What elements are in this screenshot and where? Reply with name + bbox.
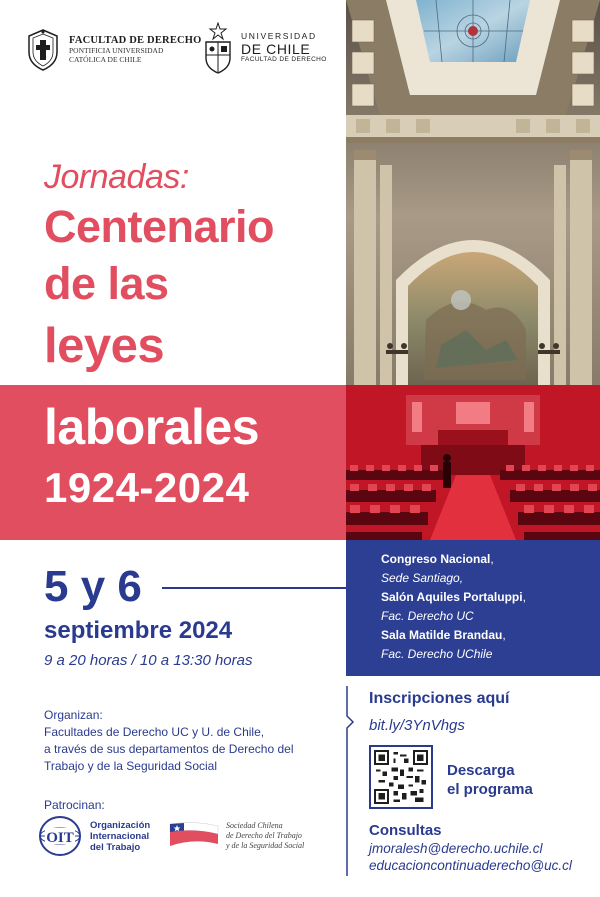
inscriptions-title: Inscripciones aquí bbox=[369, 690, 510, 707]
venue-detail: Sede Santiago, bbox=[381, 571, 464, 585]
qr-code-icon bbox=[374, 750, 428, 804]
oit-logo-letters: OIT bbox=[46, 830, 74, 846]
contacts-title: Consultas bbox=[369, 822, 442, 839]
oit-line-2: Internacional bbox=[90, 830, 150, 842]
organizers-line-2: a través de sus departamentos de Derecho del bbox=[44, 742, 294, 756]
date-connector-line bbox=[162, 587, 346, 589]
sponsors-label: Patrocinan: bbox=[44, 798, 105, 812]
download-line-1: Descarga bbox=[447, 762, 515, 779]
venue-name: Congreso Nacional bbox=[381, 552, 491, 566]
uc-university-line2: CATÓLICA DE CHILE bbox=[69, 55, 142, 65]
uc-faculty-name: FACULTAD DE DERECHO bbox=[69, 35, 202, 47]
venue-name-suffix: , bbox=[490, 552, 494, 566]
venues-panel bbox=[346, 540, 600, 676]
oit-line-3: del Trabajo bbox=[90, 841, 141, 853]
sociedad-chilena-logo bbox=[168, 820, 304, 852]
organizers-line-1: Facultades de Derecho UC y U. de Chile, bbox=[44, 725, 265, 739]
title-kicker: Jornadas: bbox=[44, 158, 189, 196]
venue-name: Salón Aquiles Portaluppi bbox=[381, 590, 523, 604]
program-qr-code[interactable] bbox=[369, 745, 433, 809]
sociedad-line-1: Sociedad Chilena bbox=[226, 821, 283, 830]
event-month: septiembre 2024 bbox=[44, 617, 233, 644]
contact-email-uchile[interactable]: jmoralesh@derecho.uchile.cl bbox=[369, 841, 543, 856]
venue-name: Sala Matilde Brandau bbox=[381, 628, 503, 642]
uc-seal-icon bbox=[25, 28, 61, 72]
uchile-law-logo bbox=[203, 22, 327, 74]
uc-law-logo bbox=[25, 28, 202, 72]
uchile-line-top: UNIVERSIDAD bbox=[241, 31, 317, 42]
event-days: 5 y 6 bbox=[44, 562, 142, 611]
contact-email-uc[interactable]: educacioncontinuaderecho@uc.cl bbox=[369, 858, 572, 873]
title-line-4: laborales bbox=[44, 399, 260, 455]
event-hours: 9 a 20 horas / 10 a 13:30 horas bbox=[44, 652, 253, 669]
venue-item bbox=[381, 626, 600, 664]
venue-name-suffix: , bbox=[502, 628, 506, 642]
chilean-flag-wave-icon bbox=[168, 820, 220, 852]
uc-university-line1: PONTIFICIA UNIVERSIDAD bbox=[69, 46, 164, 56]
venue-item bbox=[381, 550, 600, 588]
venue-detail: Fac. Derecho UC bbox=[381, 609, 474, 623]
sociedad-line-3: y de la Seguridad Social bbox=[226, 841, 305, 850]
organizers-line-3: Trabajo y de la Seguridad Social bbox=[44, 759, 217, 773]
title-line-2: de las bbox=[44, 258, 169, 309]
section-divider bbox=[346, 686, 356, 876]
uchile-line-bottom: FACULTAD DE DERECHO bbox=[241, 56, 327, 64]
venue-name-suffix: , bbox=[522, 590, 526, 604]
title-years: 1924-2024 bbox=[44, 464, 250, 511]
oit-globe-icon bbox=[36, 814, 84, 858]
organizers-text bbox=[44, 724, 334, 775]
title-line-3: leyes bbox=[44, 319, 165, 373]
uchile-shield-icon bbox=[203, 22, 233, 74]
download-program-label[interactable] bbox=[447, 761, 533, 799]
congress-hall-photo bbox=[346, 0, 600, 540]
organizers-label: Organizan: bbox=[44, 708, 103, 722]
sociedad-line-2: de Derecho del Trabajo bbox=[226, 831, 302, 840]
download-line-2: el programa bbox=[447, 781, 533, 798]
inscriptions-link[interactable]: bit.ly/3YnVhgs bbox=[369, 717, 465, 734]
title-line-1: Centenario bbox=[44, 201, 275, 252]
venue-detail: Fac. Derecho UChile bbox=[381, 647, 493, 661]
oit-line-1: Organización bbox=[90, 819, 151, 831]
oit-logo bbox=[36, 814, 150, 858]
uchile-line-mid: DE CHILE bbox=[241, 41, 311, 58]
venue-item bbox=[381, 588, 600, 626]
